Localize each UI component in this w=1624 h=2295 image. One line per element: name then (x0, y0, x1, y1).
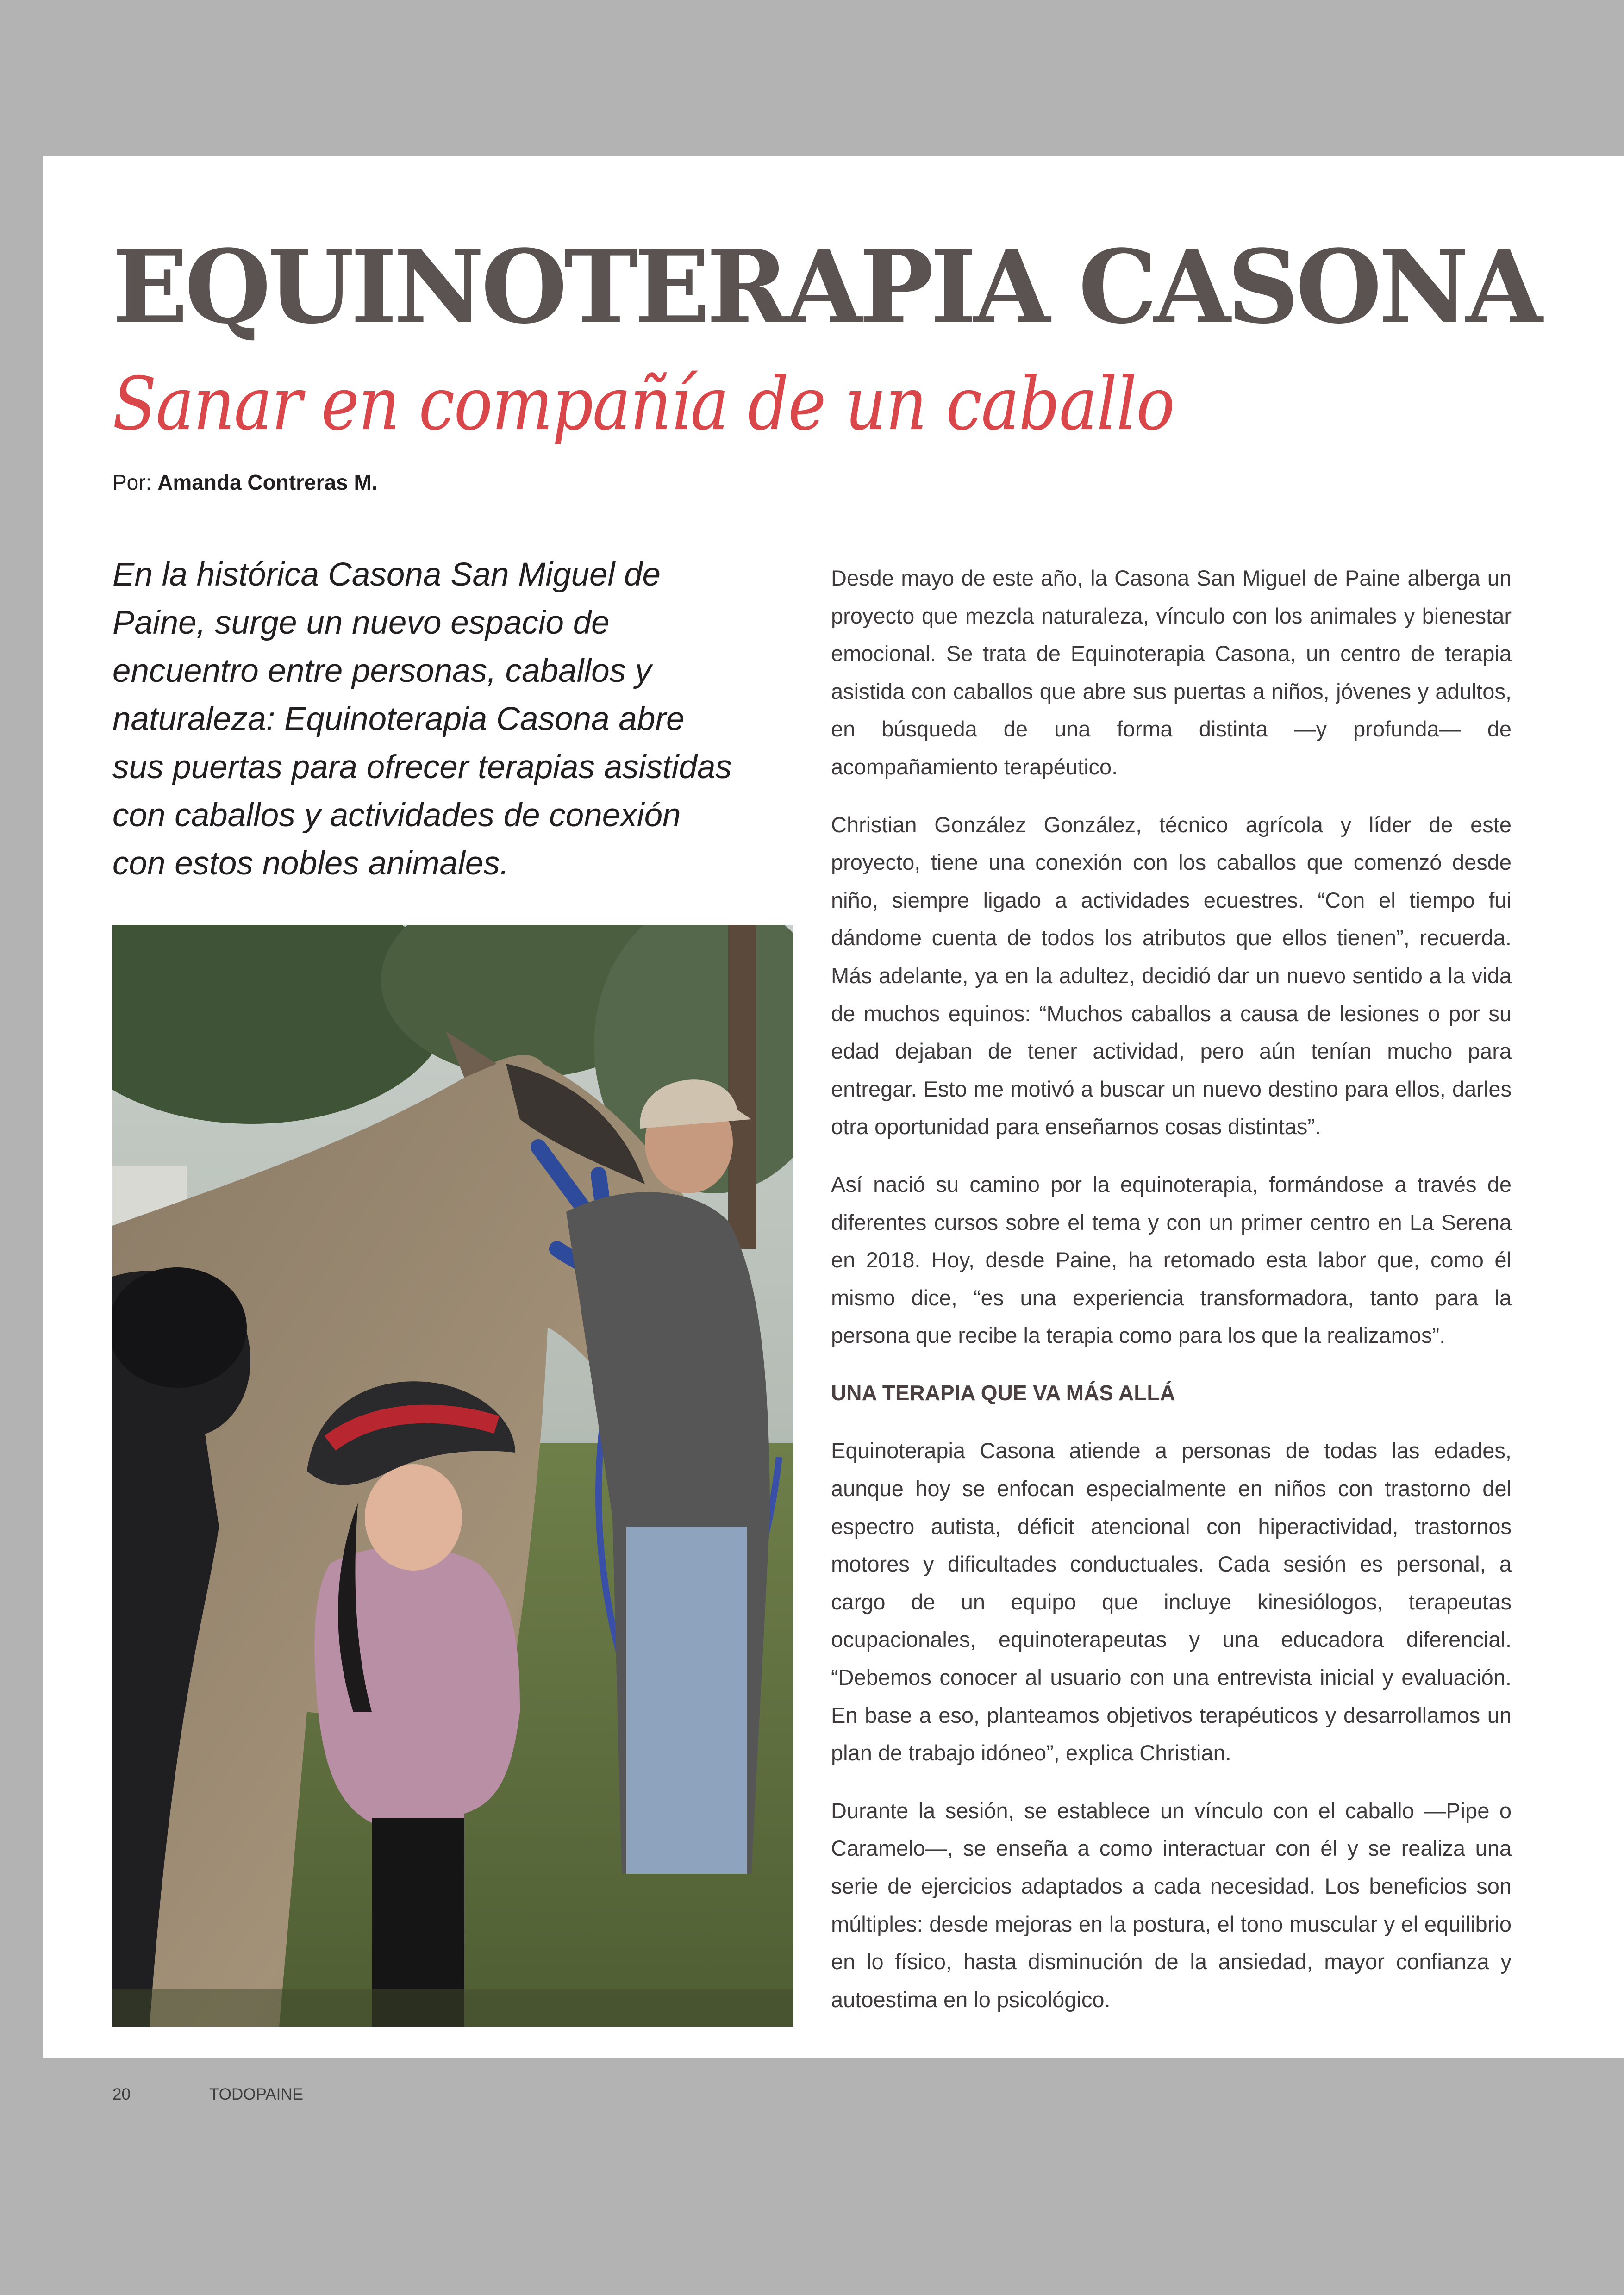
lede-line: sus puertas para ofrecer terapias asistidas (112, 749, 732, 786)
lede-line: Paine, surge un nuevo espacio de (112, 605, 610, 641)
article-photo (112, 925, 793, 2027)
article-subtitle: Sanar en compañía de un caballo (112, 362, 1174, 447)
photo-shadow-ground (112, 1989, 793, 2027)
body-paragraph: Así nació su camino por la equinoterapia, formándose a través de diferentes cursos sobre el tema y con un primer centro en La Serena en 2018. Hoy, desde Paine, ha retomado esta labor que, como él mismo dice, “es una experiencia transformadora, tanto para la persona que recibe la terapia como para los que la realizamos”. (831, 1172, 1512, 1348)
lede-line: con estos nobles animales. (112, 845, 509, 882)
photo-adult-head (112, 1267, 247, 1388)
article-title: EQUINOTERAPIA CASONA (112, 228, 1540, 346)
article-lede (112, 551, 802, 888)
byline (112, 468, 378, 496)
photo-tree-trunk (728, 925, 756, 1249)
section-heading: UNA TERAPIA QUE VA MÁS ALLÁ (831, 1380, 1175, 1405)
body-paragraph: Desde mayo de este año, la Casona San Miguel de Paine alberga un proyecto que mezcla naturaleza, vínculo con los animales y bienestar emocional. Se trata de Equinoterapia Casona, un centro de terapia asistida con caballos que abre sus puertas a niños, jóvenes y adultos, en búsqueda de una forma distinta —y profunda— de acompañamiento terapéutico. (831, 566, 1512, 779)
byline-author: Amanda Contreras M. (157, 470, 378, 494)
lede-line: encuentro entre personas, caballos y (112, 653, 652, 689)
byline-prefix: Por: (112, 470, 158, 494)
lede-line: con caballos y actividades de conexión (112, 797, 681, 834)
lede-line: En la histórica Casona San Miguel de (112, 556, 661, 593)
photo-man-jeans (626, 1527, 747, 1874)
body-paragraph: Durante la sesión, se establece un vínculo con el caballo —Pipe o Caramelo—, se enseña a como interactuar con él y se realiza una serie de ejercicios adaptados a cada necesidad. Los beneficios son múltiples: desde mejoras en la postura, el tono muscular y el equilibrio en lo físico, hasta disminución de la ansiedad, mayor confianza y autoestima en lo psicológico. (831, 1798, 1512, 2012)
article-body (831, 559, 1512, 2038)
body-paragraph: Christian González González, técnico agrícola y líder de este proyecto, tiene una conexión con los caballos que comenzó desde niño, siempre ligado a actividades ecuestres. “Con el tiempo fui dándome cuenta de todos los atributos que ellos tienen”, recuerda. Más adelante, ya en la adultez, decidió dar un nuevo sentido a la vida de muchos equinos: “Muchos caballos a causa de lesiones o por su edad dejaban de tener actividad, pero aún tenían mucho para entregar. Esto me motivó a buscar un nuevo destino para ellos, darles otra oportunidad para enseñarnos cosas distintas”. (831, 812, 1512, 1139)
publication-name: TODOPAINE (209, 2085, 303, 2103)
body-paragraph: Equinoterapia Casona atiende a personas de todas las edades, aunque hoy se enfocan especialmente en niños con trastorno del espectro autista, déficit atencional con hiperactividad, trastornos motores y dificultades conductuales. Cada sesión es personal, a cargo de un equipo que incluye kinesiólogos, terapeutas ocupacionales, equinoterapeutas y una educadora diferencial. “Debemos conocer al usuario con una entrevista inicial y evaluación. En base a eso, planteamos objetivos terapéuticos y desarrollamos un plan de trabajo idóneo”, explica Christian. (831, 1438, 1512, 1765)
photo-girl-face (365, 1464, 462, 1571)
lede-line: naturaleza: Equinoterapia Casona abre (112, 701, 685, 737)
page-number: 20 (112, 2085, 131, 2103)
